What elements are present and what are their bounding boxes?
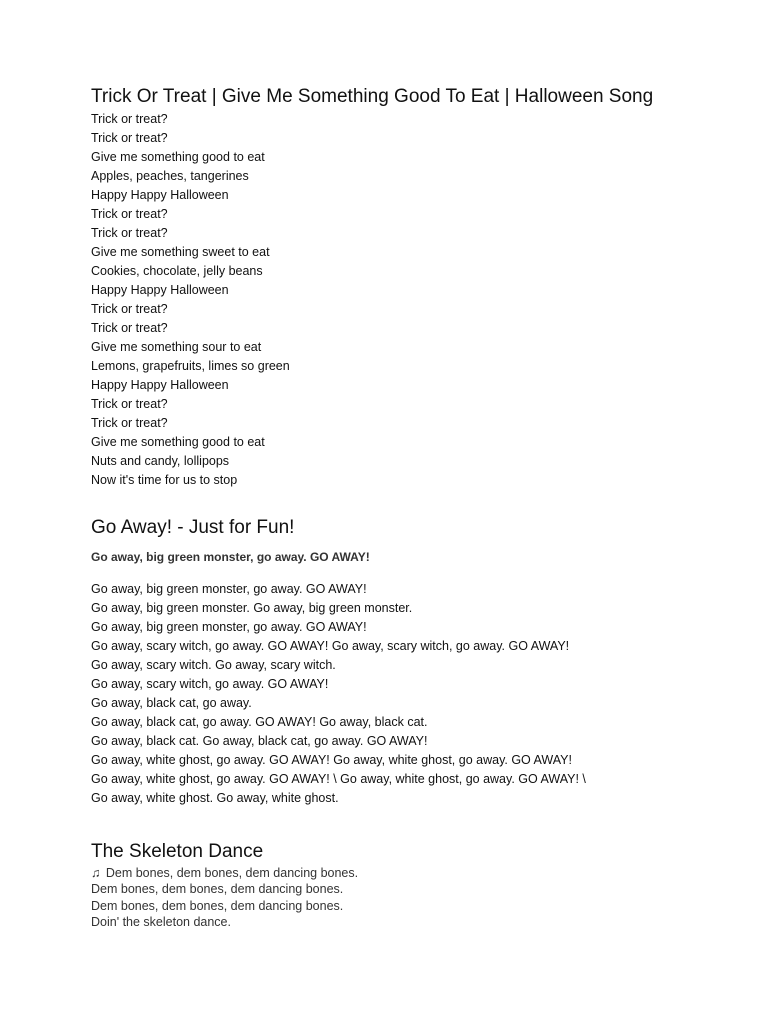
lyric-line: Doin' the skeleton dance.	[91, 914, 231, 929]
section-title: Trick Or Treat | Give Me Something Good To Eat | Halloween Song	[91, 86, 654, 107]
section-skeleton-dance	[91, 839, 358, 930]
lyric-line: Give me something sweet to eat	[91, 245, 270, 259]
lyric-line: Dem bones, dem bones, dem dancing bones.	[91, 882, 344, 897]
lyric-text: Dem bones, dem bones, dem dancing bones.	[105, 866, 359, 880]
lyric-line: Trick or treat?	[91, 321, 168, 335]
lyric-line: Go away, white ghost, go away. GO AWAY! \ Go away, white ghost, go away. GO AWAY! \	[91, 772, 586, 786]
lyric-line: Go away, big green monster, go away. GO AWAY!	[91, 582, 367, 596]
lyric-line: Trick or treat?	[91, 131, 168, 145]
lyric-line	[91, 865, 358, 881]
lyric-line: Go away, black cat, go away. GO AWAY! Go away, black cat.	[91, 715, 428, 729]
section-title: Go Away! - Just for Fun!	[91, 517, 295, 538]
lyric-line: Now it's time for us to stop	[91, 473, 238, 487]
lyric-line: Give me something good to eat	[91, 150, 265, 164]
lyrics-list	[91, 110, 731, 490]
lyric-line: Go away, black cat, go away.	[91, 696, 252, 710]
lyric-line: Go away, scary witch, go away. GO AWAY!	[91, 677, 329, 691]
section-go-away	[91, 515, 586, 808]
lyric-line: Happy Happy Halloween	[91, 188, 229, 202]
lyric-line: Trick or treat?	[91, 416, 168, 430]
lyric-line: Trick or treat?	[91, 302, 168, 316]
lyric-line: Go away, scary witch, go away. GO AWAY! Go away, scary witch, go away. GO AWAY!	[91, 639, 570, 653]
lyric-line: Trick or treat?	[91, 112, 168, 126]
lyric-line: Apples, peaches, tangerines	[91, 169, 249, 183]
lyric-line: Trick or treat?	[91, 397, 168, 411]
lyric-line: Give me something sour to eat	[91, 340, 262, 354]
lyric-line: Give me something good to eat	[91, 435, 265, 449]
lyrics-list	[91, 580, 586, 808]
lyric-line: Lemons, grapefruits, limes so green	[91, 359, 290, 373]
lyric-line: Nuts and candy, lollipops	[91, 454, 230, 468]
lyric-line: Cookies, chocolate, jelly beans	[91, 264, 263, 278]
document-page	[91, 84, 731, 929]
lyric-line: Trick or treat?	[91, 207, 168, 221]
lyric-line: Go away, black cat. Go away, black cat, go away. GO AWAY!	[91, 734, 428, 748]
section-trick-or-treat	[91, 84, 731, 490]
lyric-line: Happy Happy Halloween	[91, 378, 229, 392]
music-note-icon: ♫	[91, 866, 101, 880]
lyric-line: Go away, big green monster, go away. GO AWAY!	[91, 620, 367, 634]
lyric-line: Go away, white ghost. Go away, white ghost.	[91, 791, 339, 805]
lyric-line: Go away, scary witch. Go away, scary witch.	[91, 658, 336, 672]
lyric-line: Go away, big green monster. Go away, big green monster.	[91, 601, 413, 615]
lyric-line: Happy Happy Halloween	[91, 283, 229, 297]
lyric-line: Go away, white ghost, go away. GO AWAY! Go away, white ghost, go away. GO AWAY!	[91, 753, 572, 767]
lyric-line: Dem bones, dem bones, dem dancing bones.	[91, 898, 344, 913]
section-subtitle: Go away, big green monster, go away. GO AWAY!	[91, 550, 370, 564]
lyric-line: Trick or treat?	[91, 226, 168, 240]
lyrics-list	[91, 865, 358, 930]
section-title: The Skeleton Dance	[91, 841, 264, 862]
